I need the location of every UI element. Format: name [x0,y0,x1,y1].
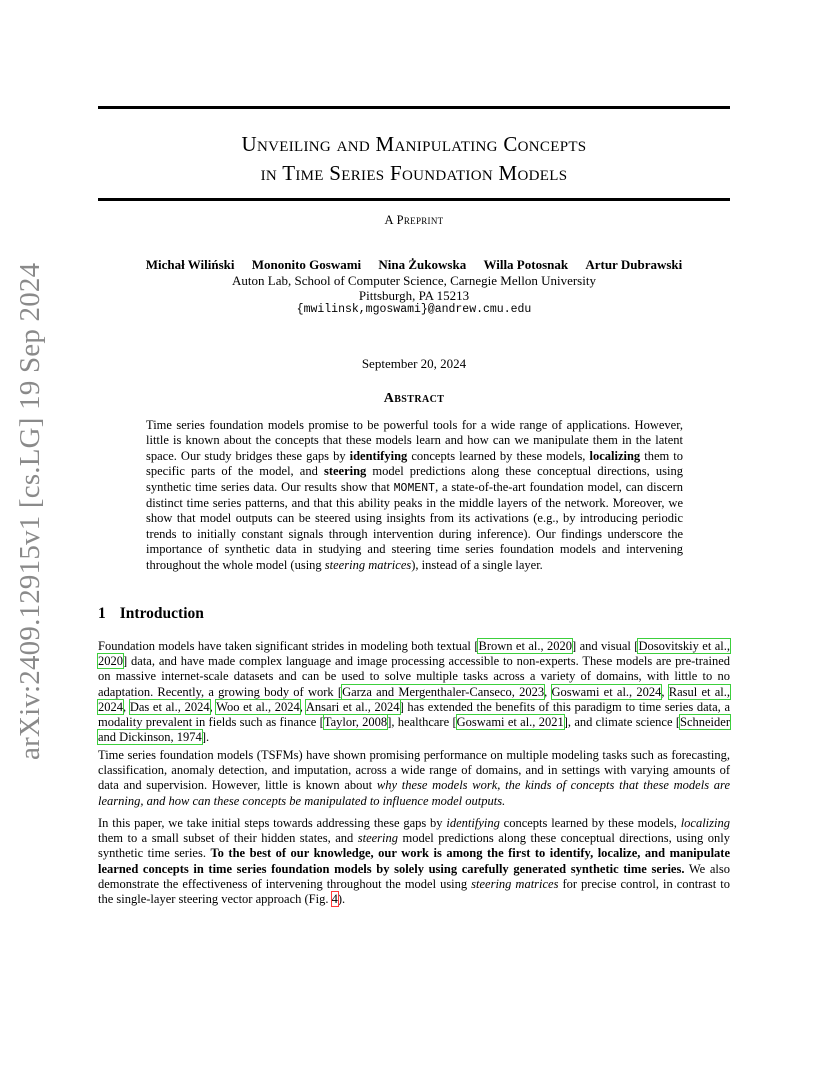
author-1: Michał Wiliński [145,257,235,272]
citation-link[interactable]: Goswami et al., 2021 [456,715,564,730]
paper-title [98,130,730,188]
citation-link[interactable]: Dosovitskiy et al., 2020 [98,639,730,669]
citation-link[interactable]: Woo et al., 2024 [216,699,300,714]
intro-paragraph-1: Foundation models have taken significant strides in modeling both textual [Brown et al., 2020] and visual [Dosovitskiy et al., 2020] data, and have made complex language and image processing accessible to non-experts. These models are pre-trained on massive internet-scale datasets and can be used to solve multiple tasks across a variety of domains, with little to no adaptation. Recently, a growing body of work [Garza and Mergenthaler-Canseco, 2023, Goswami et al., 2024, Rasul et al., 2024, Das et al., 2024, Woo et al., 2024, Ansari et al., 2024] has extended the benefits of this paradigm to time series data, a modality prevalent in fields such as finance [Taylor, 2008], healthcare [Goswami et al., 2021], and climate science [Schneider and Dickinson, 1974]. [98,639,731,745]
preprint-label: A Preprint [384,213,444,227]
author-3: Nina Żukowska [378,257,467,272]
citation-link[interactable]: Das et al., 2024 [129,699,210,714]
abstract-body: Time series foundation models promise to be powerful tools for a wide range of applications. However, little is known about the concepts that these models learn and how can we manipulate them in the latent space. Our study bridges these gaps by identifying concepts learned by these models, localizing them to specific parts of the model, and steering model predictions along these conceptual directions, using synthetic time series data. Our results show that MOMENT, a state-of-the-art foundation model, can discern distinct time series patterns, and that this ability peaks in the middle layers of the network. Moreover, we show that model outputs can be steered using insights from its activations (e.g., by introducing periodic trends to initially constant signals through intervention during inference). Our findings underscore the importance of synthetic data in studying and steering time series foundation models and intervening throughout the whole model (using steering matrices), instead of a single layer. [146,418,683,572]
figure-reference-link[interactable]: 4 [331,892,338,907]
section-title: Introduction [119,605,204,622]
author-email: {mwilinsk,mgoswami}@andrew.cmu.edu [296,303,532,316]
model-name-code: MOMENT [393,481,436,495]
intro-paragraph-2: Time series foundation models (TSFMs) have shown promising performance on multiple modeling tasks such as forecasting, classification, anomaly detection, and imputation, across a wide range of domains, and in settings with varying amounts of data and supervision. However, little is known about why these models work, the kinds of concepts that these models are learning, and how can these concepts be manipulated to influence model outputs. [98,748,730,808]
citation-link[interactable]: Taylor, 2008 [323,715,388,730]
section-heading [98,605,204,623]
citation-link[interactable]: Brown et al., 2020 [478,639,573,653]
title-line-2: in Time Series Foundation Models [260,161,568,185]
author-2: Mononito Goswami [251,257,362,272]
affiliation-institution: Auton Lab, School of Computer Science, Carnegie Mellon University [232,273,596,288]
arxiv-stamp: arXiv:2409.12915v1 [cs.LG] 19 Sep 2024 [14,262,46,760]
affiliation-address: Pittsburgh, PA 15213 [358,288,470,303]
title-line-1: Unveiling and Manipulating Concepts [241,132,587,156]
section-number: 1 [98,605,106,622]
paper-date: September 20, 2024 [361,356,467,371]
citation-link[interactable]: Rasul et al., 2024 [98,684,730,714]
citation-link[interactable]: Garza and Mergenthaler-Canseco, 2023 [342,684,545,699]
citation-link[interactable]: Schneider and Dickinson, 1974 [98,715,730,745]
author-4: Willa Potosnak [483,257,569,272]
abstract-heading: Abstract [383,391,445,406]
title-rule-bottom [98,198,730,201]
title-rule-top [98,106,730,109]
author-5: Artur Dubrawski [585,257,683,272]
author-list [98,257,730,273]
citation-link[interactable]: Goswami et al., 2024 [551,684,662,699]
citation-link[interactable]: Ansari et al., 2024 [305,699,400,714]
intro-paragraph-3: In this paper, we take initial steps towards addressing these gaps by identifying concepts learned by these models, localizing them to a small subset of their hidden states, and steering model predictions along these conceptual directions, using only synthetic time series. To the best of our knowledge, our work is among the first to identify, localize, and manipulate learned concepts in time series foundation models by solely using carefully generated synthetic time series. We also demonstrate the effectiveness of intervening throughout the model using steering matrices for precise control, in contrast to the single-layer steering vector approach (Fig. 4). [98,816,730,907]
